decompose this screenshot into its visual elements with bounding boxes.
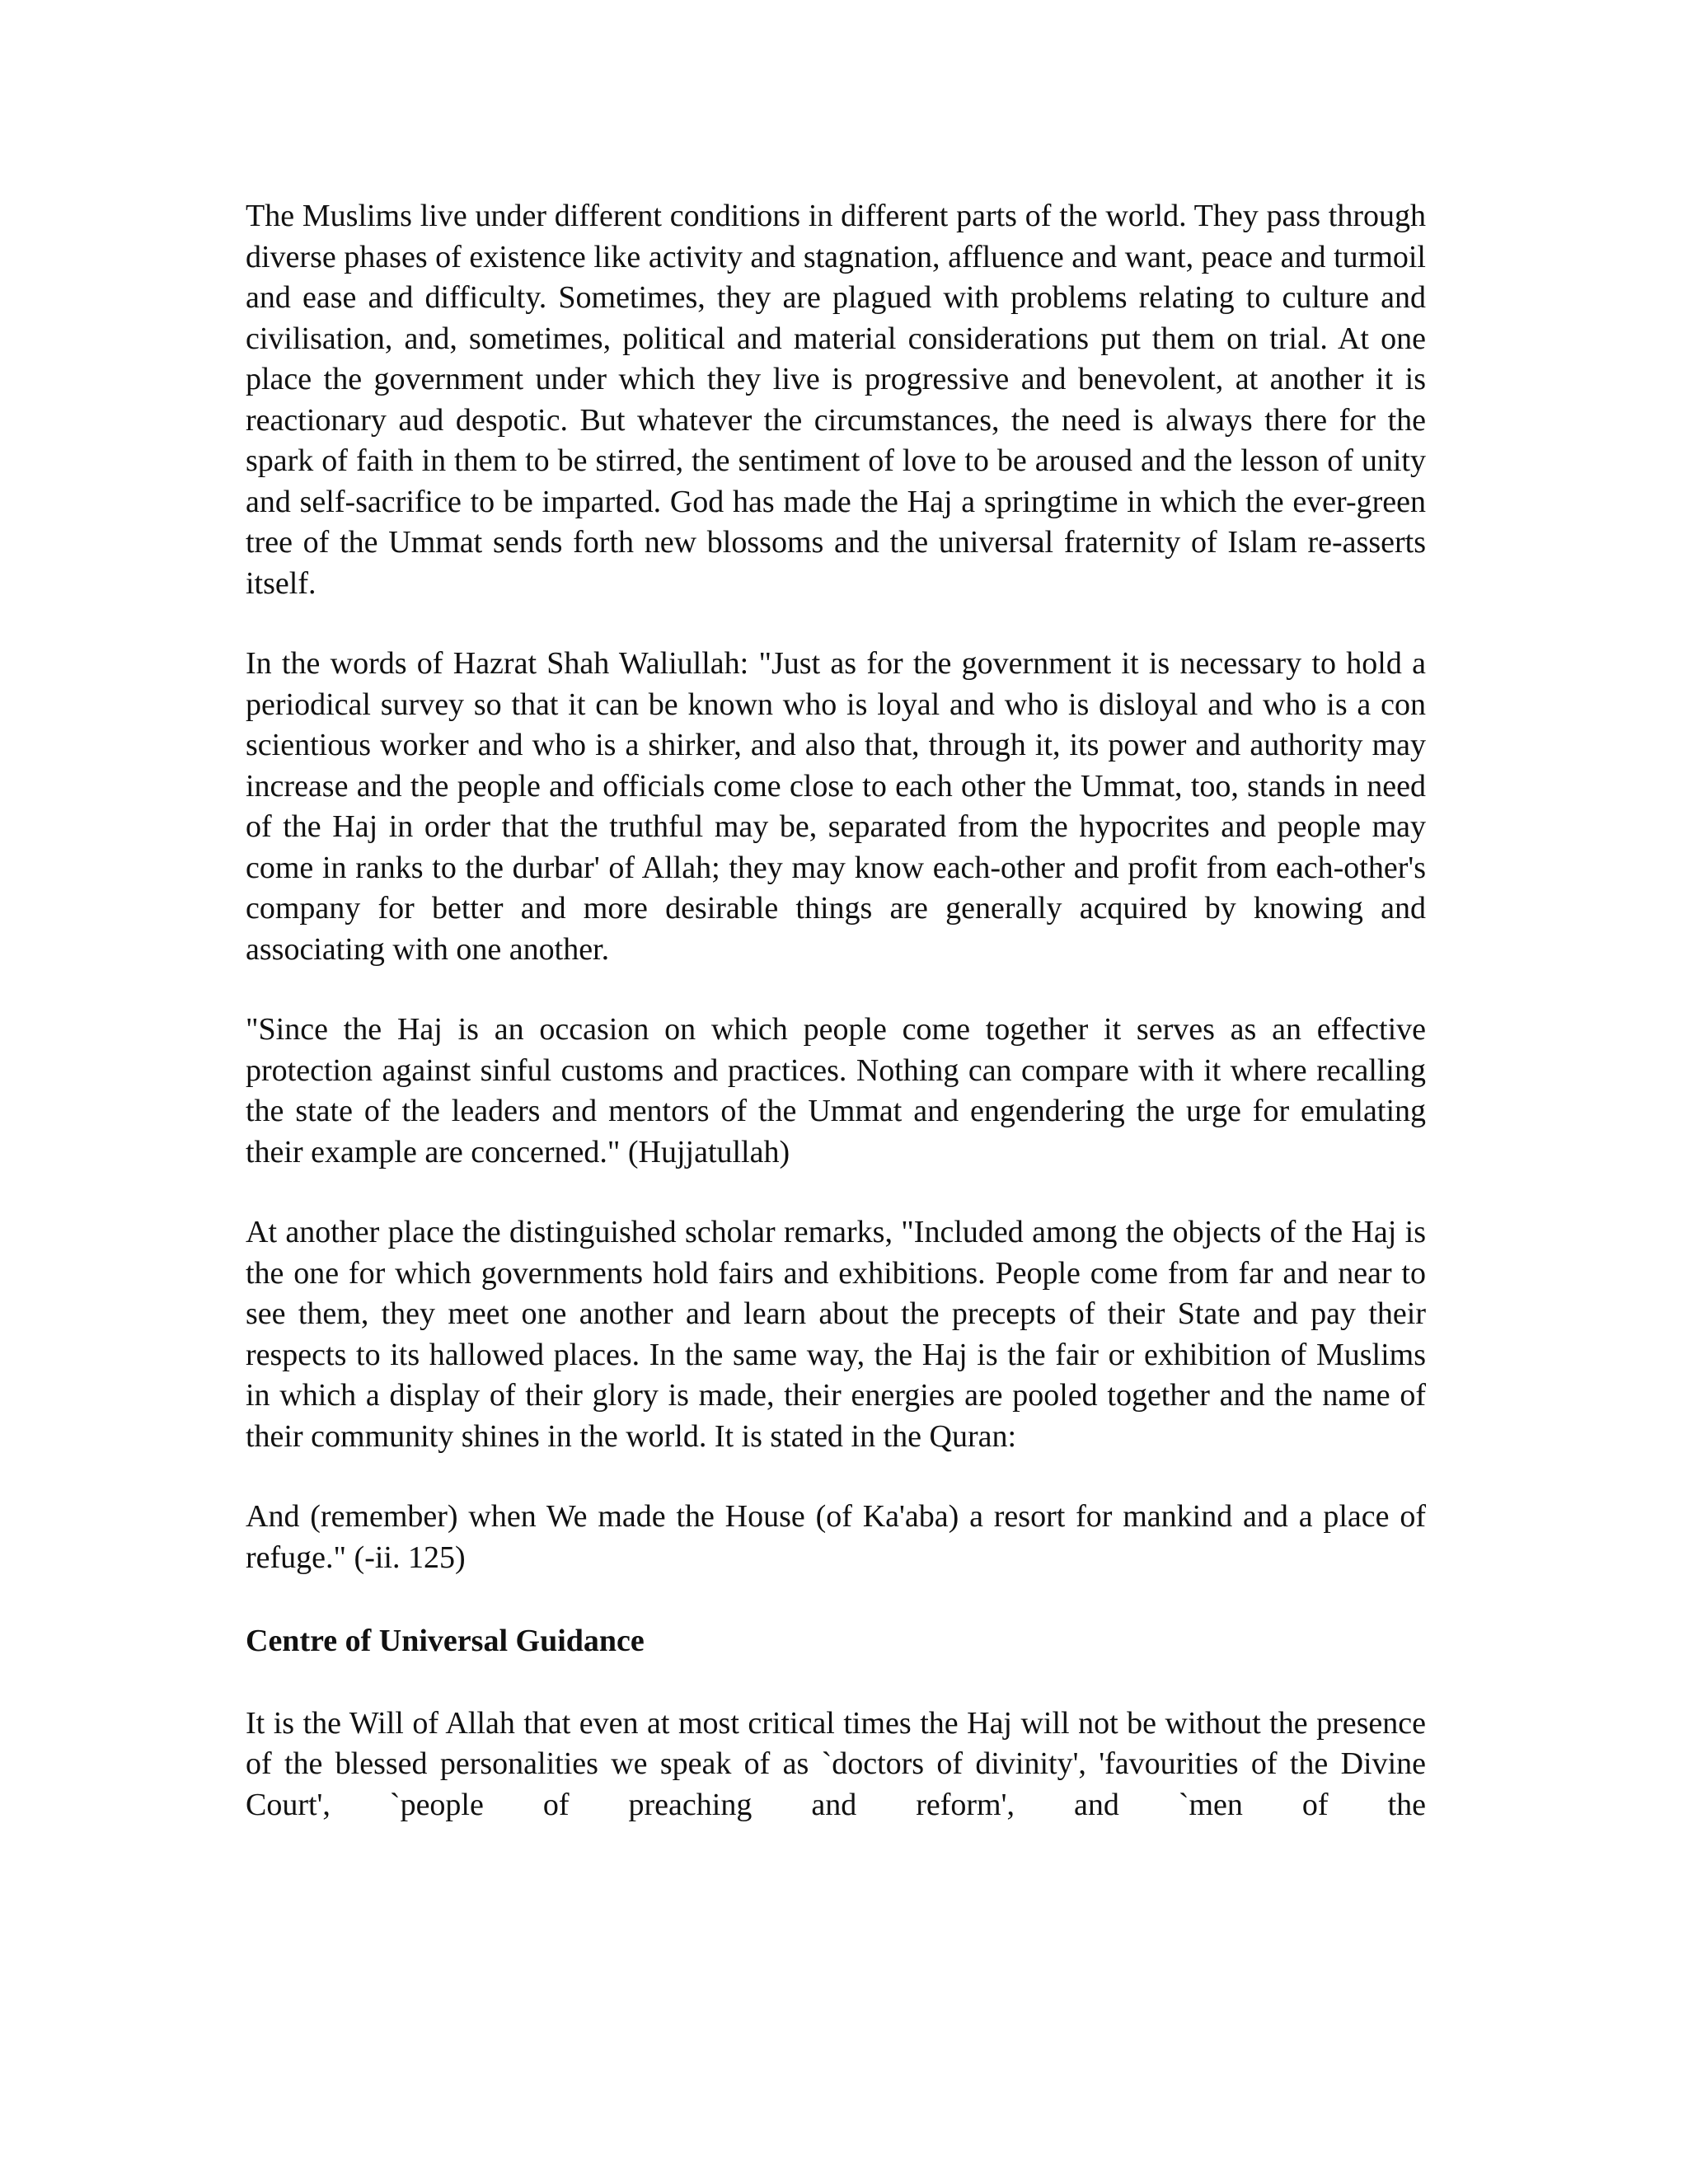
section-heading: Centre of Universal Guidance — [246, 1624, 645, 1658]
paragraph-quran-verse: And (remember) when We made the House (of Ka'aba) a resort for mankind and a place of refuge." (-ii. 125) — [246, 1499, 1426, 1575]
paragraph-universal-guidance: It is the Will of Allah that even at most critical times the Haj will not be without the presence of the blessed personalities we speak of as `doctors of divinity', 'favourities of the Divine Court', `people of preaching and reform', and `men of the — [246, 1705, 1426, 1822]
paragraph-scholar-remarks: At another place the distinguished scholar remarks, "Included among the objects of the Haj is the one for which governments hold fairs and exhibitions. People come from far and near to see them, they meet one another and learn about the precepts of their State and pay their respects to its hallowed places. In the same way, the Haj is the fair or exhibition of Muslims in which a display of their glory is made, their energies are pooled together and the name of their community shines in the world. It is stated in the Quran: — [246, 1215, 1426, 1454]
paragraph-haj-occasion-quote: "Since the Haj is an occasion on which people come together it serves as an effective protection against sinful customs and practices. Nothing can compare with it where recalling the state of the leaders and mentors of the Ummat and engendering the urge for emulating their example are concerned." (Hujjatullah) — [246, 1012, 1426, 1169]
paragraph-muslims-conditions: The Muslims live under different conditions in different parts of the world. They pass through diverse phases of existence like activity and stagnation, affluence and want, peace and turmoil and ease and difficulty. Sometimes, they are plagued with problems relating to culture and civilisation, and, sometimes, political and material considerations put them on trial. At one place the government under which they live is progressive and benevolent, at another it is reactionary aud despotic. But whatever the circumstances, the need is always there for the spark of faith in them to be stirred, the sentiment of love to be aroused and the lesson of unity and self-sacrifice to be imparted. God has made the Haj a springtime in which the ever-green tree of the Ummat sends forth new blossoms and the universal fraternity of Islam re-asserts itself. — [246, 199, 1426, 601]
page-body — [246, 196, 1426, 1865]
paragraph-shah-waliullah-quote: In the words of Hazrat Shah Waliullah: "Just as for the government it is necessary to hold a periodical survey so that it can be known who is loyal and who is disloyal and who is a con scientious worker and who is a shirker, and also that, through it, its power and authority may increase and the people and officials come close to each other the Ummat, too, stands in need of the Haj in order that the truthful may be, separated from the hypocrites and people may come in ranks to the durbar' of Allah; they may know each-other and profit from each-other's company for better and more desirable things are generally acquired by knowing and associating with one another. — [246, 646, 1426, 967]
